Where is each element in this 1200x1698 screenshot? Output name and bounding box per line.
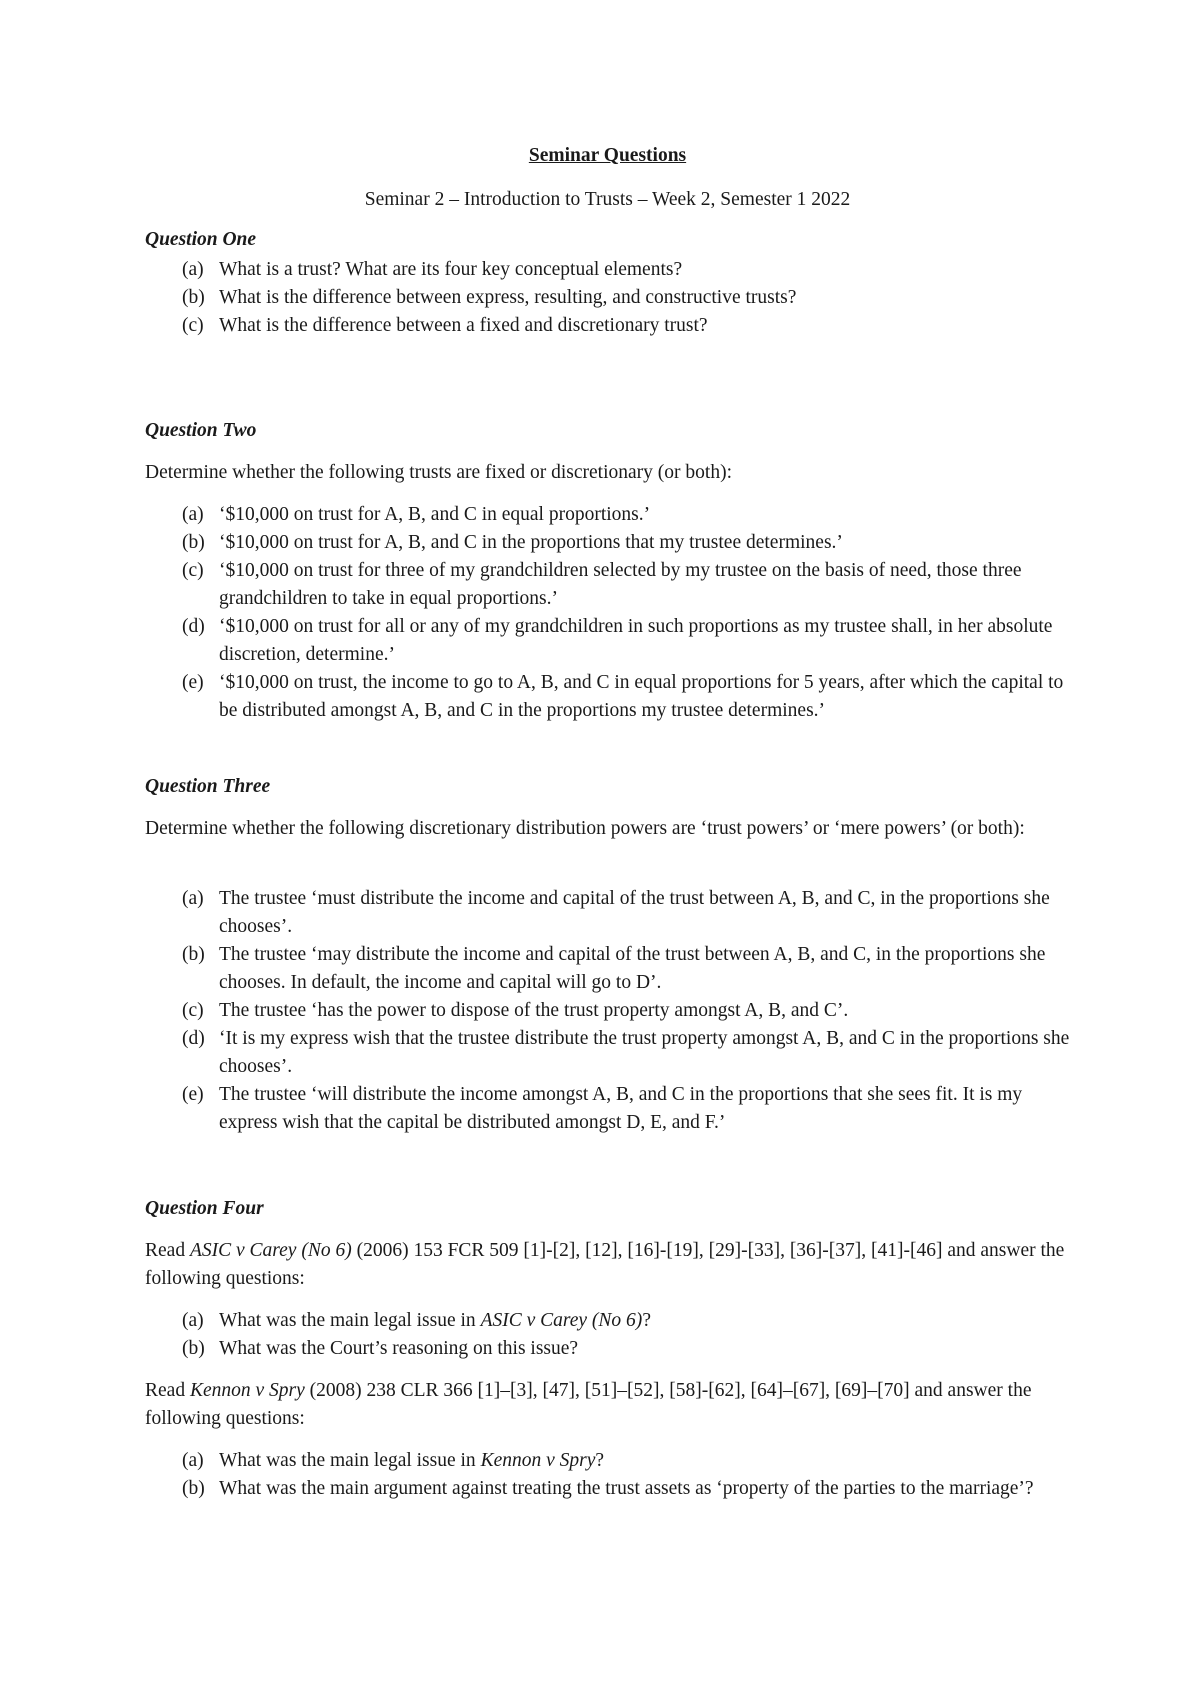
list-item	[145, 669, 1070, 725]
item-label: (e)	[182, 1084, 204, 1105]
page-subtitle: Seminar 2 – Introduction to Trusts – Week 2, Semester 1 2022	[364, 189, 851, 210]
question-one-heading: Question One	[145, 229, 257, 250]
carey-questions-list	[145, 1307, 1070, 1363]
list-item	[145, 501, 1070, 529]
list-item	[145, 256, 1070, 284]
question-four-heading: Question Four	[145, 1198, 264, 1219]
item-text: The trustee ‘will distribute the income amongst A, B, and C in the proportions that she sees fit. It is my express wish that the capital be distributed amongst D, E, and F.’	[219, 1084, 1023, 1133]
item-text: ‘$10,000 on trust for three of my grandchildren selected by my trustee on the basis of need, those three grandchildren to take in equal proportions.’	[219, 560, 1022, 609]
question-one-list	[145, 256, 1070, 340]
reading-kennon	[145, 1377, 1070, 1433]
item-text: What was the main legal issue in	[219, 1310, 481, 1331]
item-text: What is a trust? What are its four key conceptual elements?	[219, 259, 683, 280]
item-label: (a)	[182, 1450, 204, 1471]
kennon-questions-list	[145, 1447, 1070, 1503]
item-text-end: ?	[642, 1310, 651, 1331]
question-two-heading: Question Two	[145, 420, 257, 441]
item-text-end: ?	[595, 1450, 605, 1471]
item-text: ‘$10,000 on trust for A, B, and C in the proportions that my trustee determines.’	[219, 532, 843, 553]
item-text: The trustee ‘may distribute the income and capital of the trust between A, B, and C, in the proportions she chooses. In default, the income and capital will go to D’.	[219, 944, 1046, 993]
question-two-intro: Determine whether the following trusts are fixed or discretionary (or both):	[145, 462, 732, 483]
list-item	[145, 1447, 1070, 1475]
item-text: ‘It is my express wish that the trustee distribute the trust property amongst A, B, and C in the proportions she chooses’.	[219, 1028, 1070, 1077]
list-item	[145, 885, 1070, 941]
item-label: (c)	[182, 560, 204, 581]
question-three-heading: Question Three	[145, 776, 271, 797]
reading-carey	[145, 1237, 1070, 1293]
list-item	[145, 529, 1070, 557]
reading-prefix: Read	[145, 1240, 190, 1261]
item-label: (d)	[182, 1028, 205, 1049]
item-text: The trustee ‘must distribute the income and capital of the trust between A, B, and C, in the proportions she chooses’.	[219, 888, 1050, 937]
item-label: (b)	[182, 1478, 205, 1499]
item-label: (e)	[182, 672, 204, 693]
item-label: (c)	[182, 315, 204, 336]
item-text: What is the difference between a fixed and discretionary trust?	[219, 315, 708, 336]
list-item	[145, 284, 1070, 312]
reading-citation: (2008) 238 CLR 366 [1]–[3], [47], [51]–[52], [58]-[62], [64]–[67], [69]–[70] and answer the following questions:	[145, 1380, 1032, 1429]
item-label: (c)	[182, 1000, 204, 1021]
item-label: (a)	[182, 888, 204, 909]
list-item	[145, 613, 1070, 669]
list-item	[145, 1025, 1070, 1081]
reading-prefix: Read	[145, 1380, 190, 1401]
case-name: ASIC v Carey (No 6)	[189, 1240, 352, 1261]
reading-citation: (2006) 153 FCR 509 [1]-[2], [12], [16]-[19], [29]-[33], [36]-[37], [41]-[46] and answer the following questions:	[145, 1240, 1065, 1289]
list-item	[145, 997, 1070, 1025]
list-item	[145, 941, 1070, 997]
item-text: The trustee ‘has the power to dispose of the trust property amongst A, B, and C’.	[219, 1000, 849, 1021]
item-label: (a)	[182, 259, 204, 280]
case-name: ASIC v Carey (No 6)	[480, 1310, 643, 1331]
list-item	[145, 312, 1070, 340]
question-two-list	[145, 501, 1070, 725]
item-label: (b)	[182, 1338, 205, 1359]
question-three-intro: Determine whether the following discretionary distribution powers are ‘trust powers’ or ‘mere powers’ (or both):	[145, 818, 1025, 839]
item-label: (b)	[182, 287, 205, 308]
item-text: ‘$10,000 on trust, the income to go to A, B, and C in equal proportions for 5 years, after which the capital to be distributed amongst A, B, and C in the proportions my trustee determines.’	[219, 672, 1064, 721]
item-text: What was the Court’s reasoning on this issue?	[219, 1338, 579, 1359]
item-text: What is the difference between express, resulting, and constructive trusts?	[219, 287, 797, 308]
list-item	[145, 1335, 1070, 1363]
item-label: (d)	[182, 616, 205, 637]
list-item	[145, 1475, 1070, 1503]
list-item	[145, 1081, 1070, 1137]
case-name: Kennon v Spry	[480, 1450, 596, 1471]
page-title: Seminar Questions	[528, 145, 687, 166]
item-label: (b)	[182, 944, 205, 965]
list-item	[145, 1307, 1070, 1335]
item-text: ‘$10,000 on trust for all or any of my grandchildren in such proportions as my trustee shall, in her absolute discretion, determine.’	[219, 616, 1053, 665]
item-text: What was the main legal issue in	[219, 1450, 481, 1471]
item-label: (a)	[182, 504, 204, 525]
list-item	[145, 557, 1070, 613]
item-label: (b)	[182, 532, 205, 553]
item-text: ‘$10,000 on trust for A, B, and C in equal proportions.’	[219, 504, 651, 525]
question-three-list	[145, 885, 1070, 1137]
item-label: (a)	[182, 1310, 204, 1331]
item-text: What was the main argument against treating the trust assets as ‘property of the parties to the marriage’?	[219, 1478, 1034, 1499]
case-name: Kennon v Spry	[189, 1380, 305, 1401]
